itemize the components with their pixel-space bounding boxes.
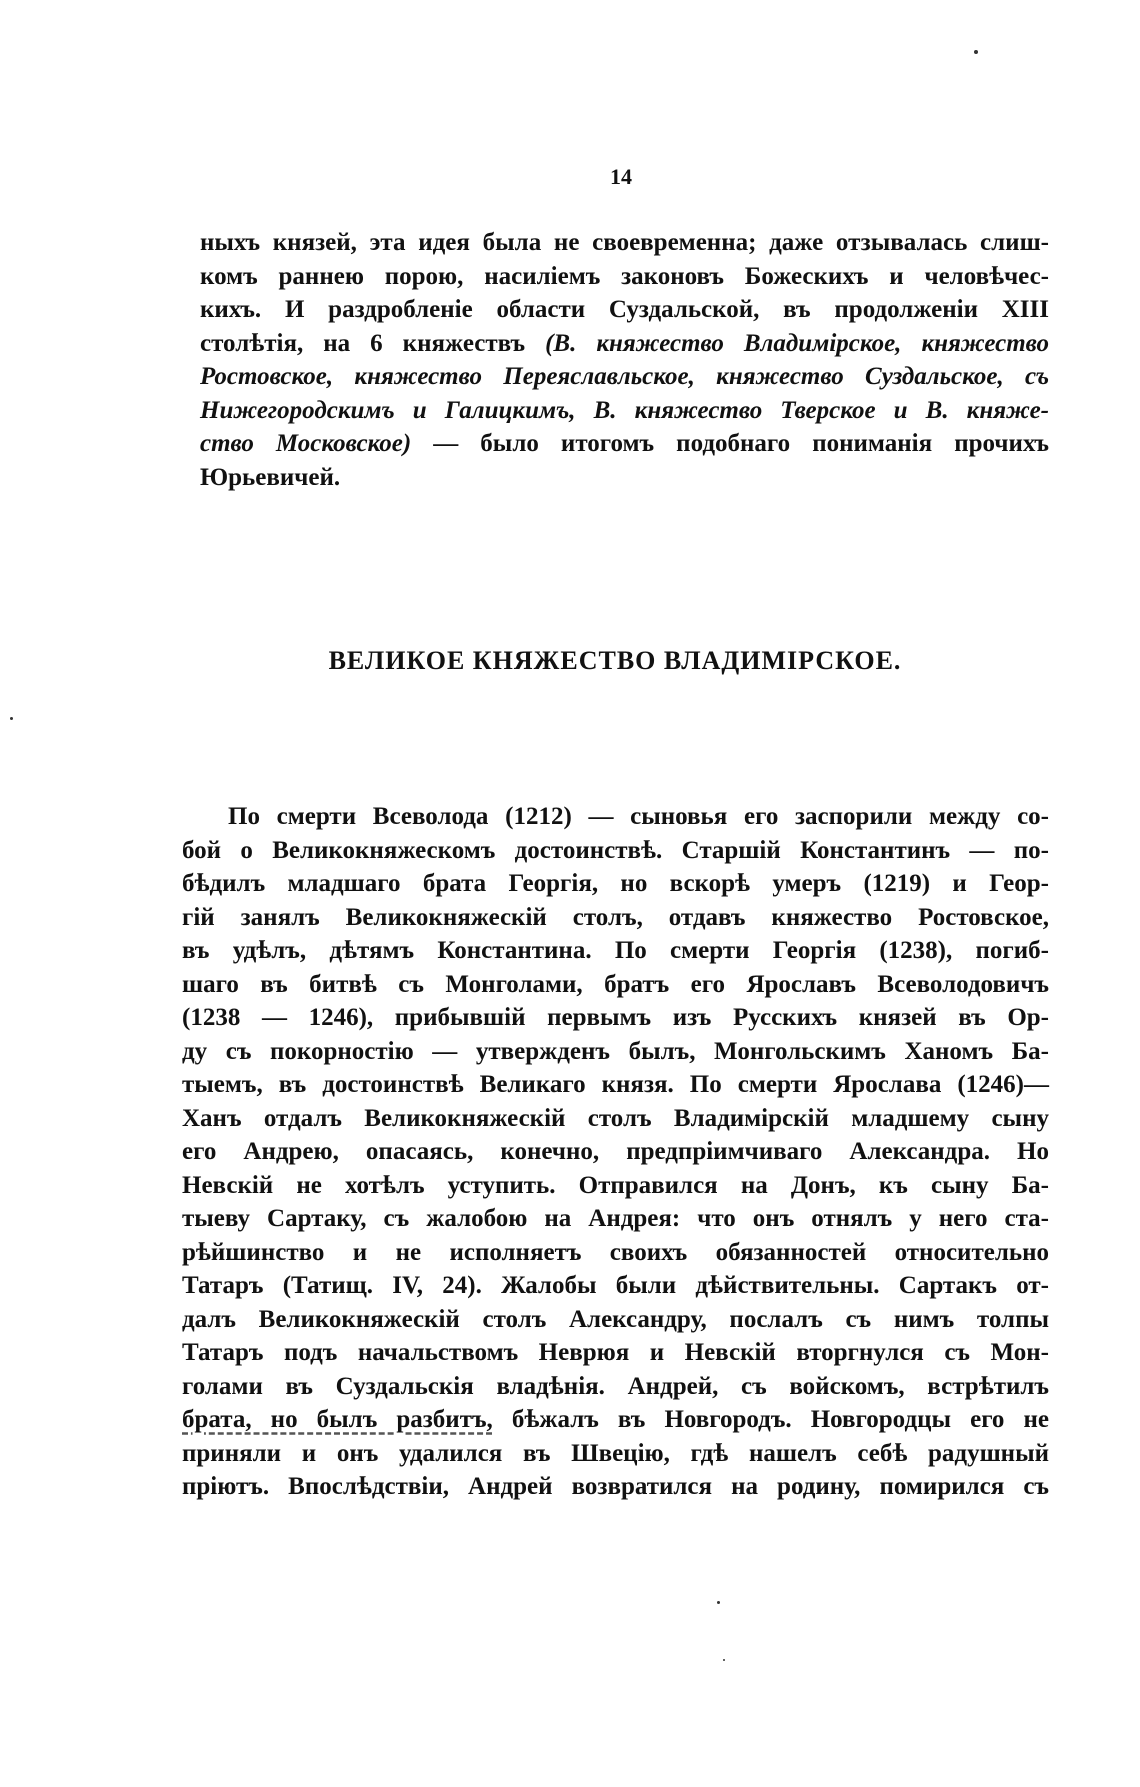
text-line: Ханъ отдалъ Великокняжескій столъ Владимірскій младшему сыну xyxy=(182,1104,1049,1132)
text-line: бой о Великокняжескомъ достоинствѣ. Старшій Константинъ — по- xyxy=(182,836,1049,864)
text-line: Юрьевичей. xyxy=(200,463,341,491)
text-line xyxy=(182,1403,1049,1437)
text-line: гій занялъ Великокняжескій столъ, отдавъ княжество Ростовское, xyxy=(182,903,1049,931)
text-line: далъ Великокняжескій столъ Александру, послалъ съ нимъ толпы xyxy=(182,1305,1049,1333)
pencil-underlined-segment: брата, но былъ разбитъ, xyxy=(182,1406,493,1433)
text-line: Невскій не хотѣлъ уступить. Отправился на Донъ, къ сыну Ба- xyxy=(182,1171,1049,1199)
main-paragraph xyxy=(182,800,1049,1504)
scan-speck xyxy=(10,717,13,720)
text-line: кихъ. И раздробленіе области Суздальской, въ продолженіи XIII xyxy=(200,296,1049,323)
line-segment: столѣтія, на 6 княжествъ xyxy=(200,329,546,357)
text-line: приняли и онъ удалился въ Швецію, гдѣ нашелъ себѣ радушный xyxy=(182,1439,1049,1467)
text-line: тыемъ, въ достоинствѣ Великаго князя. По смерти Ярослава (1246)— xyxy=(182,1071,1049,1098)
text-line: комъ раннею порою, насиліемъ законовъ Божескихъ и человѣчес- xyxy=(200,262,1049,290)
page-number: 14 xyxy=(610,164,632,189)
text-line: ныхъ князей, эта идея была не своевременна; даже отзывалась слиш- xyxy=(200,229,1049,256)
text-line: Ростовское, княжество Переяславльское, княжество Суздальское, съ xyxy=(200,363,1049,390)
text-line: тыеву Сартаку, съ жалобою на Андрея: что онъ отнялъ у него ста- xyxy=(182,1205,1049,1232)
text-line: По смерти Всеволода (1212) — сыновья его заспорили между со- xyxy=(228,803,1049,830)
text-line: (1238 — 1246), прибывшій первымъ изъ Русскихъ князей въ Ор- xyxy=(182,1004,1049,1031)
scan-speck xyxy=(723,1659,725,1661)
intro-paragraph xyxy=(200,226,1049,494)
text-line: Татаръ подъ начальствомъ Неврюя и Невскій вторгнулся съ Мон- xyxy=(182,1339,1049,1366)
text-line: голами въ Суздальскія владѣнія. Андрей, съ войскомъ, встрѣтилъ xyxy=(182,1372,1049,1400)
text-line: Татаръ (Татищ. IV, 24). Жалобы были дѣйствительны. Сартакъ от- xyxy=(182,1272,1049,1299)
italic-segment: ство Московское) xyxy=(200,430,412,457)
text-line: рѣйшинство и не исполняетъ своихъ обязанностей относительно xyxy=(182,1238,1049,1266)
text-line: Нижегородскимъ и Галицкимъ, В. княжество Тверское и В. княже- xyxy=(200,396,1049,424)
text-line: шаго въ битвѣ съ Монголами, братъ его Ярославъ Всеволодовичъ xyxy=(182,970,1049,998)
text-line: бѣдилъ младшаго брата Георгія, но вскорѣ умеръ (1219) и Геор- xyxy=(182,870,1049,897)
line-segment: — было итогомъ подобнаго пониманія прочихъ xyxy=(411,430,1049,457)
line-segment: бѣжалъ въ Новгородъ. Новгородцы его не xyxy=(492,1406,1050,1433)
text-line xyxy=(200,427,1049,461)
text-line xyxy=(200,327,1049,361)
chapter-heading: ВЕЛИКОЕ КНЯЖЕСТВО ВЛАДИМІРСКОЕ. xyxy=(328,646,902,675)
text-line: пріютъ. Впослѣдствіи, Андрей возвратился на родину, помирился съ xyxy=(182,1473,1049,1500)
text-line: его Андрею, опасаясь, конечно, предпріимчиваго Александра. Но xyxy=(182,1138,1049,1165)
text-line: въ удѣлъ, дѣтямъ Константина. По смерти Георгія (1238), погиб- xyxy=(182,937,1049,964)
text-line: ду съ покорностію — утвержденъ былъ, Монгольскимъ Ханомъ Ба- xyxy=(182,1037,1049,1065)
scan-speck xyxy=(717,1601,720,1604)
italic-segment: (В. княжество Владимірское, княжество xyxy=(545,329,1049,357)
scan-speck xyxy=(974,50,978,54)
